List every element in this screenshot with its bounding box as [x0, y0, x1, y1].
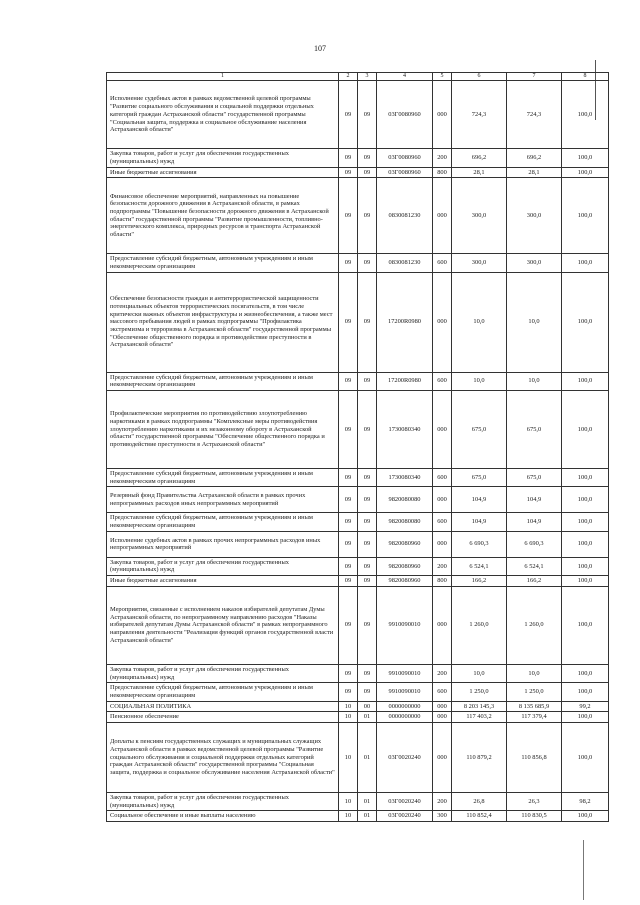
expense-type-code: 000 — [433, 391, 452, 469]
expense-type-code: 000 — [433, 712, 452, 723]
planned-amount: 110 852,4 — [452, 811, 507, 822]
expense-type-code: 600 — [433, 254, 452, 272]
section-code: 10 — [339, 722, 358, 792]
row-description: Предоставление субсидий бюджетным, автономным учреждениям и иным некоммерческим организациям — [107, 469, 339, 487]
subsection-code: 09 — [358, 557, 377, 575]
execution-percent: 100,0 — [562, 149, 609, 167]
row-description: Закупка товаров, работ и услуг для обеспечения государственных (муниципальных) нужд — [107, 557, 339, 575]
executed-amount: 6 524,1 — [507, 557, 562, 575]
subsection-code: 09 — [358, 531, 377, 557]
execution-percent: 100,0 — [562, 586, 609, 664]
header-cell: 2 — [339, 73, 358, 81]
execution-percent: 100,0 — [562, 712, 609, 723]
execution-percent: 100,0 — [562, 391, 609, 469]
subsection-code: 09 — [358, 586, 377, 664]
planned-amount: 300,0 — [452, 178, 507, 254]
row-description: Социальное обеспечение и иные выплаты населению — [107, 811, 339, 822]
expense-type-code: 000 — [433, 272, 452, 372]
expense-type-code: 600 — [433, 469, 452, 487]
execution-percent: 99,2 — [562, 701, 609, 712]
target-article-code: 17200R0980 — [377, 272, 433, 372]
margin-line — [583, 840, 584, 900]
target-article-code: 9820080080 — [377, 487, 433, 513]
executed-amount: 675,0 — [507, 469, 562, 487]
expense-type-code: 800 — [433, 167, 452, 178]
expense-type-code: 000 — [433, 701, 452, 712]
subsection-code: 09 — [358, 178, 377, 254]
header-cell: 8 — [562, 73, 609, 81]
expense-type-code: 200 — [433, 557, 452, 575]
target-article-code: 0000000000 — [377, 701, 433, 712]
subsection-code: 01 — [358, 722, 377, 792]
planned-amount: 28,1 — [452, 167, 507, 178]
executed-amount: 675,0 — [507, 391, 562, 469]
planned-amount: 6 524,1 — [452, 557, 507, 575]
execution-percent: 100,0 — [562, 557, 609, 575]
section-code: 09 — [339, 576, 358, 587]
execution-percent: 100,0 — [562, 254, 609, 272]
execution-percent: 100,0 — [562, 722, 609, 792]
row-description: СОЦИАЛЬНАЯ ПОЛИТИКА — [107, 701, 339, 712]
header-cell: 6 — [452, 73, 507, 81]
target-article-code: 0830081230 — [377, 178, 433, 254]
target-article-code: 9820080960 — [377, 557, 433, 575]
executed-amount: 724,3 — [507, 81, 562, 149]
executed-amount: 696,2 — [507, 149, 562, 167]
planned-amount: 675,0 — [452, 469, 507, 487]
planned-amount: 117 403,2 — [452, 712, 507, 723]
section-code: 10 — [339, 811, 358, 822]
expense-type-code: 600 — [433, 683, 452, 701]
planned-amount: 110 879,2 — [452, 722, 507, 792]
planned-amount: 104,9 — [452, 487, 507, 513]
row-description: Резервный фонд Правительства Астраханской области в рамках прочих непрограммных расходов иных непрограммных мероприятий — [107, 487, 339, 513]
target-article-code: 1730080340 — [377, 469, 433, 487]
section-code: 09 — [339, 391, 358, 469]
executed-amount: 10,0 — [507, 272, 562, 372]
section-code: 09 — [339, 557, 358, 575]
header-cell: 3 — [358, 73, 377, 81]
execution-percent: 100,0 — [562, 167, 609, 178]
planned-amount: 1 250,0 — [452, 683, 507, 701]
subsection-code: 09 — [358, 683, 377, 701]
header-cell: 1 — [107, 73, 339, 81]
executed-amount: 1 250,0 — [507, 683, 562, 701]
row-description: Доплаты к пенсиям государственных служащих и муниципальных служащих Астраханской области в рамках ведомственной целевой программы "Развитие социального обслуживания и социальной поддержки отдельных категорий граждан Астраханской области" государственной программы "Социальная защита, поддержка и социальное обслуживание населения Астраханской области" — [107, 722, 339, 792]
target-article-code: 0830081230 — [377, 254, 433, 272]
table-row — [107, 167, 609, 178]
subsection-code: 01 — [358, 811, 377, 822]
section-code: 10 — [339, 792, 358, 810]
execution-percent: 100,0 — [562, 531, 609, 557]
row-description: Обеспечение безопасности граждан и антитеррористической защищенности потенциальных объектов террористических посягательств, в том числе критически важных объектов инфраструктуры и жизнеобеспечения, а также мест массового пребывания людей в рамках подпрограммы "Профилактика экстремизма и терроризма в Астраханской области" государственной программы "Обеспечение общественного порядка и противодействие преступности в Астраханской области" — [107, 272, 339, 372]
target-article-code: 17200R0980 — [377, 372, 433, 390]
target-article-code: 1730080340 — [377, 391, 433, 469]
executed-amount: 10,0 — [507, 664, 562, 682]
execution-percent: 100,0 — [562, 683, 609, 701]
section-code: 09 — [339, 81, 358, 149]
header-cell: 4 — [377, 73, 433, 81]
target-article-code: 9910090010 — [377, 586, 433, 664]
section-code: 09 — [339, 683, 358, 701]
planned-amount: 696,2 — [452, 149, 507, 167]
table-row — [107, 372, 609, 390]
table-row — [107, 557, 609, 575]
expense-type-code: 800 — [433, 576, 452, 587]
table-row — [107, 391, 609, 469]
planned-amount: 8 203 145,3 — [452, 701, 507, 712]
section-code: 09 — [339, 372, 358, 390]
target-article-code: 9820080960 — [377, 531, 433, 557]
subsection-code: 09 — [358, 576, 377, 587]
subsection-code: 09 — [358, 664, 377, 682]
table-row — [107, 81, 609, 149]
row-description: Закупка товаров, работ и услуг для обеспечения государственных (муниципальных) нужд — [107, 664, 339, 682]
table-row — [107, 586, 609, 664]
table-row — [107, 531, 609, 557]
subsection-code: 01 — [358, 712, 377, 723]
expense-type-code: 000 — [433, 178, 452, 254]
budget-table — [106, 72, 609, 822]
planned-amount: 10,0 — [452, 372, 507, 390]
section-code: 09 — [339, 167, 358, 178]
table-row — [107, 683, 609, 701]
row-description: Предоставление субсидий бюджетным, автономным учреждениям и иным некоммерческим организациям — [107, 372, 339, 390]
table-row — [107, 254, 609, 272]
expense-type-code: 000 — [433, 487, 452, 513]
row-description: Иные бюджетные ассигнования — [107, 576, 339, 587]
expense-type-code: 000 — [433, 531, 452, 557]
subsection-code: 01 — [358, 792, 377, 810]
table-row — [107, 811, 609, 822]
target-article-code: 03Г0080960 — [377, 167, 433, 178]
executed-amount: 28,1 — [507, 167, 562, 178]
executed-amount: 8 135 685,9 — [507, 701, 562, 712]
planned-amount: 26,8 — [452, 792, 507, 810]
expense-type-code: 200 — [433, 149, 452, 167]
table-row — [107, 513, 609, 531]
section-code: 09 — [339, 487, 358, 513]
page-number: 107 — [314, 44, 326, 53]
subsection-code: 09 — [358, 149, 377, 167]
row-description: Предоставление субсидий бюджетным, автономным учреждениям и иным некоммерческим организациям — [107, 683, 339, 701]
executed-amount: 117 379,4 — [507, 712, 562, 723]
target-article-code: 0000000000 — [377, 712, 433, 723]
execution-percent: 100,0 — [562, 178, 609, 254]
row-description: Предоставление субсидий бюджетным, автономным учреждениям и иным некоммерческим организациям — [107, 254, 339, 272]
header-cell: 5 — [433, 73, 452, 81]
planned-amount: 675,0 — [452, 391, 507, 469]
expense-type-code: 600 — [433, 513, 452, 531]
executed-amount: 166,2 — [507, 576, 562, 587]
execution-percent: 100,0 — [562, 469, 609, 487]
subsection-code: 09 — [358, 272, 377, 372]
planned-amount: 1 260,0 — [452, 586, 507, 664]
row-description: Исполнение судебных актов в рамках ведомственной целевой программы "Развитие социального обслуживания и социальной поддержки отдельных категорий граждан Астраханской области" государственной программы "Социальная защита, поддержка и социальное обслуживание населения Астраханской области" — [107, 81, 339, 149]
target-article-code: 03Г0020240 — [377, 792, 433, 810]
subsection-code: 09 — [358, 391, 377, 469]
expense-type-code: 600 — [433, 372, 452, 390]
row-description: Пенсионное обеспечение — [107, 712, 339, 723]
planned-amount: 104,9 — [452, 513, 507, 531]
executed-amount: 6 690,3 — [507, 531, 562, 557]
row-description: Профилактические мероприятия по противодействию злоупотреблению наркотиками в рамках подпрограммы "Комплексные меры противодействия злоупотреблению наркотиками и их незаконному обороту в Астраханской области" государственной программы "Обеспечение общественного порядка и противодействие преступности в Астраханской области" — [107, 391, 339, 469]
execution-percent: 100,0 — [562, 576, 609, 587]
subsection-code: 00 — [358, 701, 377, 712]
subsection-code: 09 — [358, 254, 377, 272]
execution-percent: 100,0 — [562, 272, 609, 372]
subsection-code: 09 — [358, 167, 377, 178]
target-article-code: 9910090010 — [377, 664, 433, 682]
row-description: Закупка товаров, работ и услуг для обеспечения государственных (муниципальных) нужд — [107, 792, 339, 810]
table-row — [107, 469, 609, 487]
row-description: Иные бюджетные ассигнования — [107, 167, 339, 178]
table-row — [107, 664, 609, 682]
execution-percent: 98,2 — [562, 792, 609, 810]
section-code: 10 — [339, 712, 358, 723]
section-code: 09 — [339, 531, 358, 557]
section-code: 09 — [339, 178, 358, 254]
subsection-code: 09 — [358, 487, 377, 513]
executed-amount: 10,0 — [507, 372, 562, 390]
target-article-code: 9820080080 — [377, 513, 433, 531]
table-row — [107, 576, 609, 587]
section-code: 09 — [339, 149, 358, 167]
section-code: 09 — [339, 664, 358, 682]
planned-amount: 166,2 — [452, 576, 507, 587]
table-row — [107, 149, 609, 167]
target-article-code: 03Г0020240 — [377, 722, 433, 792]
execution-percent: 100,0 — [562, 513, 609, 531]
target-article-code: 03Г0080960 — [377, 149, 433, 167]
section-code: 09 — [339, 513, 358, 531]
row-description: Исполнение судебных актов в рамках прочих непрограммных расходов иных непрограммных мероприятий — [107, 531, 339, 557]
table-row — [107, 272, 609, 372]
row-description: Мероприятия, связанные с исполнением наказов избирателей депутатам Думы Астраханской области, по непрограммному направлению расходов "Наказы избирателей депутатам Думы Астраханской области" в рамках непрограммного направления деятельности "Реализация функций органов государственной власти Астраханской области" — [107, 586, 339, 664]
subsection-code: 09 — [358, 372, 377, 390]
planned-amount: 300,0 — [452, 254, 507, 272]
subsection-code: 09 — [358, 513, 377, 531]
executed-amount: 104,9 — [507, 513, 562, 531]
subsection-code: 09 — [358, 81, 377, 149]
expense-type-code: 200 — [433, 792, 452, 810]
row-description: Предоставление субсидий бюджетным, автономным учреждениям и иным некоммерческим организациям — [107, 513, 339, 531]
section-code: 09 — [339, 272, 358, 372]
expense-type-code: 000 — [433, 81, 452, 149]
executed-amount: 110 856,8 — [507, 722, 562, 792]
table-row — [107, 701, 609, 712]
table-row — [107, 712, 609, 723]
table-row — [107, 178, 609, 254]
execution-percent: 100,0 — [562, 664, 609, 682]
header-cell: 7 — [507, 73, 562, 81]
planned-amount: 10,0 — [452, 272, 507, 372]
executed-amount: 26,3 — [507, 792, 562, 810]
target-article-code: 03Г0020240 — [377, 811, 433, 822]
execution-percent: 100,0 — [562, 81, 609, 149]
execution-percent: 100,0 — [562, 372, 609, 390]
expense-type-code: 200 — [433, 664, 452, 682]
planned-amount: 6 690,3 — [452, 531, 507, 557]
target-article-code: 9820080960 — [377, 576, 433, 587]
section-code: 09 — [339, 586, 358, 664]
row-description: Закупка товаров, работ и услуг для обеспечения государственных (муниципальных) нужд — [107, 149, 339, 167]
executed-amount: 300,0 — [507, 178, 562, 254]
row-description: Финансовое обеспечение мероприятий, направленных на повышение безопасности дорожного движения в Астраханской области, в рамках подпрограммы "Повышение безопасности дорожного движения в Астраханской области" государственной программы "Развитие промышленности, топливно-энергетического комплекса, природных ресурсов и транспорта Астраханской области" — [107, 178, 339, 254]
planned-amount: 10,0 — [452, 664, 507, 682]
target-article-code: 9910090010 — [377, 683, 433, 701]
section-code: 09 — [339, 469, 358, 487]
executed-amount: 300,0 — [507, 254, 562, 272]
table-row — [107, 487, 609, 513]
executed-amount: 104,9 — [507, 487, 562, 513]
expense-type-code: 300 — [433, 811, 452, 822]
subsection-code: 09 — [358, 469, 377, 487]
expense-type-code: 000 — [433, 586, 452, 664]
executed-amount: 110 830,5 — [507, 811, 562, 822]
section-code: 10 — [339, 701, 358, 712]
planned-amount: 724,3 — [452, 81, 507, 149]
table-row — [107, 722, 609, 792]
execution-percent: 100,0 — [562, 811, 609, 822]
table-row — [107, 792, 609, 810]
executed-amount: 1 260,0 — [507, 586, 562, 664]
execution-percent: 100,0 — [562, 487, 609, 513]
header-row — [107, 73, 609, 81]
section-code: 09 — [339, 254, 358, 272]
target-article-code: 03Г0080960 — [377, 81, 433, 149]
expense-type-code: 000 — [433, 722, 452, 792]
